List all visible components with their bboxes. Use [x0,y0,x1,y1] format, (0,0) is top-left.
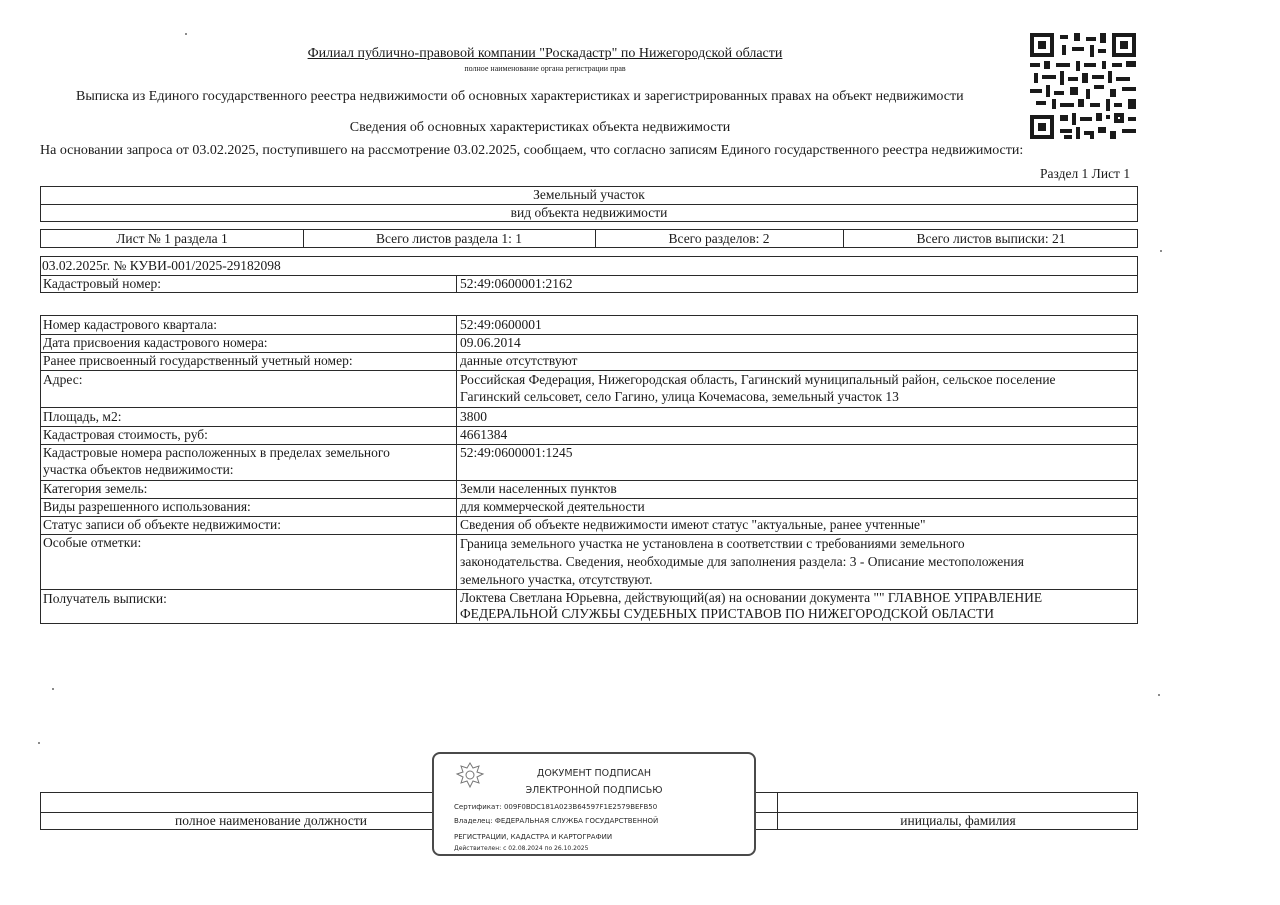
detail-value-line: законодательства. Сведения, необходимые для заполнения раздела: 3 - Описание местоположения [460,554,1024,569]
sheet-number: Лист № 1 раздела 1 [116,231,228,246]
record-date-number: 03.02.2025г. № КУВИ-001/2025-29182098 [42,258,281,273]
record-box [40,256,1138,293]
detail-label: Особые отметки: [43,535,142,550]
scan-speck [1160,250,1162,252]
detail-value: Земли населенных пунктов [460,481,617,496]
detail-value: 09.06.2014 [460,335,521,350]
total-section-sheets: Всего листов раздела 1: 1 [375,231,523,246]
detail-value-line: Граница земельного участка не установлена в соответствии с требованиями земельного [460,536,965,551]
object-type-caption: вид объекта недвижимости [510,205,668,220]
detail-label-line: участка объектов недвижимости: [43,462,234,477]
stamp-line-2: ЭЛЕКТРОННОЙ ПОДПИСЬЮ [525,785,663,796]
scan-speck [1158,694,1160,696]
detail-value: 3800 [460,409,487,424]
detail-value: данные отсутствуют [460,353,578,368]
detail-label: Дата присвоения кадастрового номера: [43,335,268,350]
electronic-signature-stamp [432,752,756,856]
request-basis: На основании запроса от 03.02.2025, поступившего на рассмотрение 03.02.2025, сообщаем, что согласно записям Единого государственного реестра недвижимости: [40,143,1024,158]
detail-label: Категория земель: [43,481,148,496]
detail-label: Виды разрешенного использования: [43,499,251,514]
sheets-row [40,229,1138,248]
detail-value-line: Российская Федерация, Нижегородская область, Гагинский муниципальный район, сельское поселение [460,372,1056,387]
page-reference: Раздел 1 Лист 1 [1040,166,1131,181]
detail-label-line: Кадастровые номера расположенных в пределах земельного [43,445,390,460]
total-sections: Всего разделов: 2 [668,231,770,246]
org-caption: полное наименование органа регистрации прав [464,64,626,73]
cadastral-number-label: Кадастровый номер: [43,276,162,291]
stamp-certificate: Сертификат: 009F0BDC181A023B64597F1E2579BEFB50 [454,803,658,811]
scan-speck [52,688,54,690]
detail-value-line: Гагинский сельсовет, село Гагино, улица Кочемасова, земельный участок 13 [460,389,899,404]
detail-value: 4661384 [460,427,508,442]
scan-speck [38,742,40,744]
stamp-owner-2: РЕГИСТРАЦИИ, КАДАСТРА И КАРТОГРАФИИ [454,833,613,841]
stamp-line-1: ДОКУМЕНТ ПОДПИСАН [536,768,652,779]
cadastral-number-value: 52:49:0600001:2162 [460,276,573,291]
detail-label: Площадь, м2: [43,409,122,424]
detail-value: 52:49:0600001 [460,317,542,332]
stamp-owner-1: Владелец: ФЕДЕРАЛЬНАЯ СЛУЖБА ГОСУДАРСТВЕННОЙ [454,817,659,825]
detail-label: Номер кадастрового квартала: [43,317,217,332]
position-caption: полное наименование должности [175,813,367,828]
detail-label: Получатель выписки: [43,591,167,606]
section-title: Сведения об основных характеристиках объекта недвижимости [349,120,731,135]
qr-code-icon [1030,33,1136,139]
total-extract-sheets: Всего листов выписки: 21 [916,231,1066,246]
detail-value: Сведения об объекте недвижимости имеют статус "актуальные, ранее учтенные" [460,517,926,532]
detail-value-line: земельного участка, отсутствуют. [460,572,653,587]
detail-label: Статус записи об объекте недвижимости: [43,517,282,532]
stamp-validity: Действителен: с 02.08.2024 по 26.10.2025 [454,845,589,852]
detail-value-line: ФЕДЕРАЛЬНОЙ СЛУЖБЫ СУДЕБНЫХ ПРИСТАВОВ ПО НИЖЕГОРОДСКОЙ ОБЛАСТИ [460,606,994,621]
object-type-box [40,186,1138,222]
scan-speck [185,33,187,35]
detail-label: Кадастровая стоимость, руб: [43,427,208,442]
doc-title: Выписка из Единого государственного реестра недвижимости об основных характеристиках и зарегистрированных правах на объект недвижимости [76,89,964,104]
detail-label: Адрес: [43,372,83,387]
object-type: Земельный участок [533,187,645,202]
org-name: Филиал публично-правовой компании "Роскадастр" по Нижегородской области [307,46,783,61]
detail-value: 52:49:0600001:1245 [460,445,573,460]
name-caption: инициалы, фамилия [900,813,1016,828]
detail-value-line: Локтева Светлана Юрьевна, действующий(ая) на основании документа "" ГЛАВНОЕ УПРАВЛЕНИЕ [460,590,1043,605]
detail-label: Ранее присвоенный государственный учетный номер: [43,353,353,368]
details-table [40,315,1138,624]
detail-value: для коммерческой деятельности [460,499,645,514]
